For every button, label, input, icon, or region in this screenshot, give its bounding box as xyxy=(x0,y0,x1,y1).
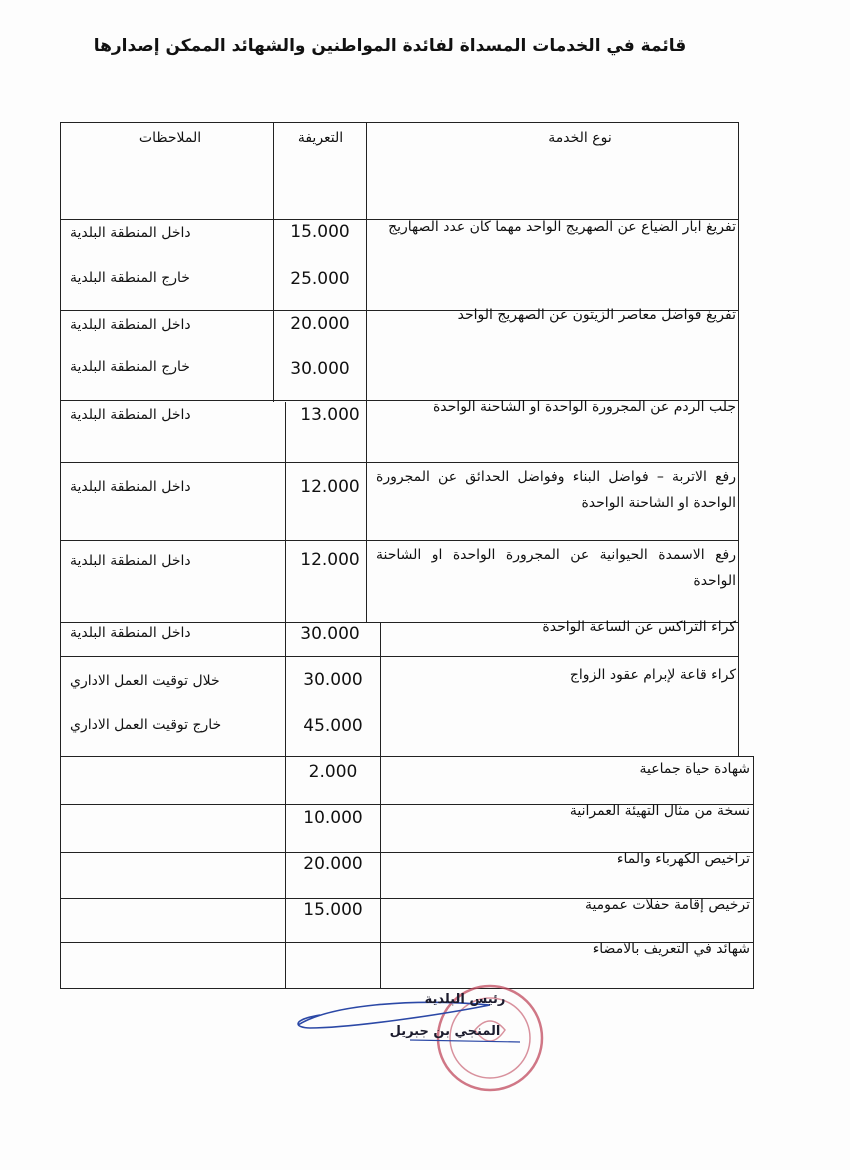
tariff-value: 20.000 xyxy=(290,314,350,334)
signature-role: رئيس البلدية xyxy=(424,992,506,1007)
column-divider xyxy=(273,122,274,402)
table-border-right xyxy=(753,756,754,989)
header-tariff: التعريفة xyxy=(297,130,344,146)
row-divider xyxy=(60,656,739,657)
tariff-value: 2.000 xyxy=(308,762,358,782)
service-name: شهادة حياة جماعية xyxy=(639,761,750,777)
tariff-value: 12.000 xyxy=(300,550,360,570)
note-text: داخل المنطقة البلدية xyxy=(70,407,191,423)
signature-name: المنجي بن جبريل xyxy=(389,1024,501,1039)
service-name: تفريغ ابار الضياع عن الصهريج الواحد مهما كان عدد الصهاريج xyxy=(388,219,736,235)
row-divider xyxy=(60,462,739,463)
note-text: داخل المنطقة البلدية xyxy=(70,625,191,641)
note-text: خارج المنطقة البلدية xyxy=(70,359,190,375)
table-border-top xyxy=(60,122,739,123)
tariff-value: 30.000 xyxy=(290,359,350,379)
note-text: داخل المنطقة البلدية xyxy=(70,317,191,333)
service-name: رفع الاتربة – فواضل البناء وفواضل الحدائق عن المجرورة الواحدة او الشاحنة الواحدة xyxy=(376,469,736,511)
tariff-value: 10.000 xyxy=(303,808,363,828)
tariff-value: 30.000 xyxy=(300,624,360,644)
note-text: داخل المنطقة البلدية xyxy=(70,225,191,241)
service-name: كراء قاعة لإبرام عقود الزواج xyxy=(569,667,736,683)
column-divider xyxy=(366,122,367,622)
tariff-value: 30.000 xyxy=(303,670,363,690)
tariff-value: 25.000 xyxy=(290,269,350,289)
service-name: كراء التراكس عن الساعة الواحدة xyxy=(542,619,736,635)
note-text: داخل المنطقة البلدية xyxy=(70,479,191,495)
header-notes: الملاحظات xyxy=(138,130,202,146)
table-border-right xyxy=(738,122,739,756)
note-text: خلال توقيت العمل الاداري xyxy=(70,673,220,689)
note-text: داخل المنطقة البلدية xyxy=(70,553,191,569)
table-border-left xyxy=(60,122,61,989)
column-divider xyxy=(380,622,381,989)
header-service: نوع الخدمة xyxy=(548,130,612,146)
service-name: نسخة من مثال التهيئة العمرانية xyxy=(569,803,750,819)
service-name: تراخيص الكهرباء والماء xyxy=(616,851,750,867)
tariff-value: 12.000 xyxy=(300,477,360,497)
service-name: شهائد في التعريف بالامضاء xyxy=(592,941,750,957)
service-name: تفريغ فواضل معاصر الزيتون عن الصهريج الواحد xyxy=(457,307,736,323)
tariff-value: 20.000 xyxy=(303,854,363,874)
tariff-value: 15.000 xyxy=(303,900,363,920)
service-name: رفع الاسمدة الحيوانية عن المجرورة الواحدة او الشاحنة الواحدة xyxy=(376,547,736,589)
services-table xyxy=(60,122,752,989)
note-text: خارج المنطقة البلدية xyxy=(70,270,190,286)
signature-block xyxy=(290,980,570,1100)
page-title: قائمة في الخدمات المسداة لفائدة المواطنين والشهائد الممكن إصدارها xyxy=(93,36,687,56)
row-divider xyxy=(60,540,739,541)
service-name: جلب الردم عن المجرورة الواحدة او الشاحنة الواحدة xyxy=(432,399,736,415)
tariff-value: 13.000 xyxy=(300,405,360,425)
tariff-value: 45.000 xyxy=(303,716,363,736)
tariff-value: 15.000 xyxy=(290,222,350,242)
note-text: خارج توقيت العمل الاداري xyxy=(70,717,222,733)
service-name: ترخيص إقامة حفلات عمومية xyxy=(584,897,750,913)
